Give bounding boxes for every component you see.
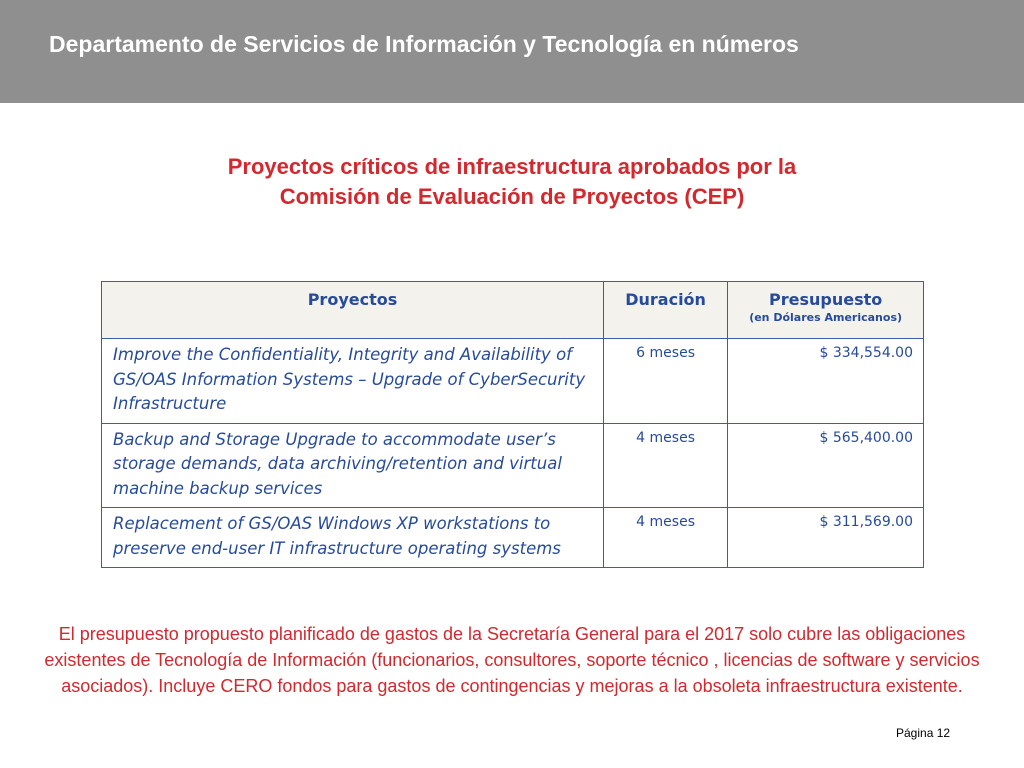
project-budget: $ 334,554.00 [728, 339, 924, 424]
header-presupuesto-label: Presupuesto [768, 290, 883, 309]
subtitle-line-1: Proyectos críticos de infraestructura aprobados por la [227, 154, 797, 179]
budget-note: El presupuesto propuesto planificado de gastos de la Secretaría General para el 2017 solo cubre las obligaciones existentes de Tecnología de Información (funcionarios, consultores, soporte técnico , licencias de software y servicios asociados). Incluye CERO fondos para gastos de contingencias y mejoras a la obsoleta infraestructura existente. [44, 624, 980, 696]
header-duracion: Duración [603, 282, 727, 339]
page-title: Departamento de Servicios de Información y Tecnología en números [49, 31, 799, 57]
project-duration: 6 meses [603, 339, 727, 424]
project-budget: $ 311,569.00 [728, 508, 924, 568]
project-name: Improve the Confidentiality, Integrity and Availability of GS/OAS Information Systems – Upgrade of CyberSecurity Infrastructure [102, 339, 604, 424]
header-presupuesto-unit: (en Dólares Americanos) [749, 311, 903, 324]
project-duration: 4 meses [603, 508, 727, 568]
project-name: Replacement of GS/OAS Windows XP workstations to preserve end-user IT infrastructure operating systems [102, 508, 604, 568]
project-name: Backup and Storage Upgrade to accommodate user’s storage demands, data archiving/retention and virtual machine backup services [102, 423, 604, 508]
header-presupuesto [728, 282, 924, 339]
table-row [102, 508, 924, 568]
page-number: Página 12 [896, 726, 951, 740]
header-bar [0, 0, 1024, 103]
table-row [102, 339, 924, 424]
project-budget: $ 565,400.00 [728, 423, 924, 508]
table-header-row [102, 282, 924, 339]
subtitle-line-2: Comisión de Evaluación de Proyectos (CEP) [279, 184, 745, 209]
header-proyectos: Proyectos [102, 282, 604, 339]
project-duration: 4 meses [603, 423, 727, 508]
table-row [102, 423, 924, 508]
slide-subtitle [0, 152, 1024, 212]
projects-table [101, 281, 924, 568]
